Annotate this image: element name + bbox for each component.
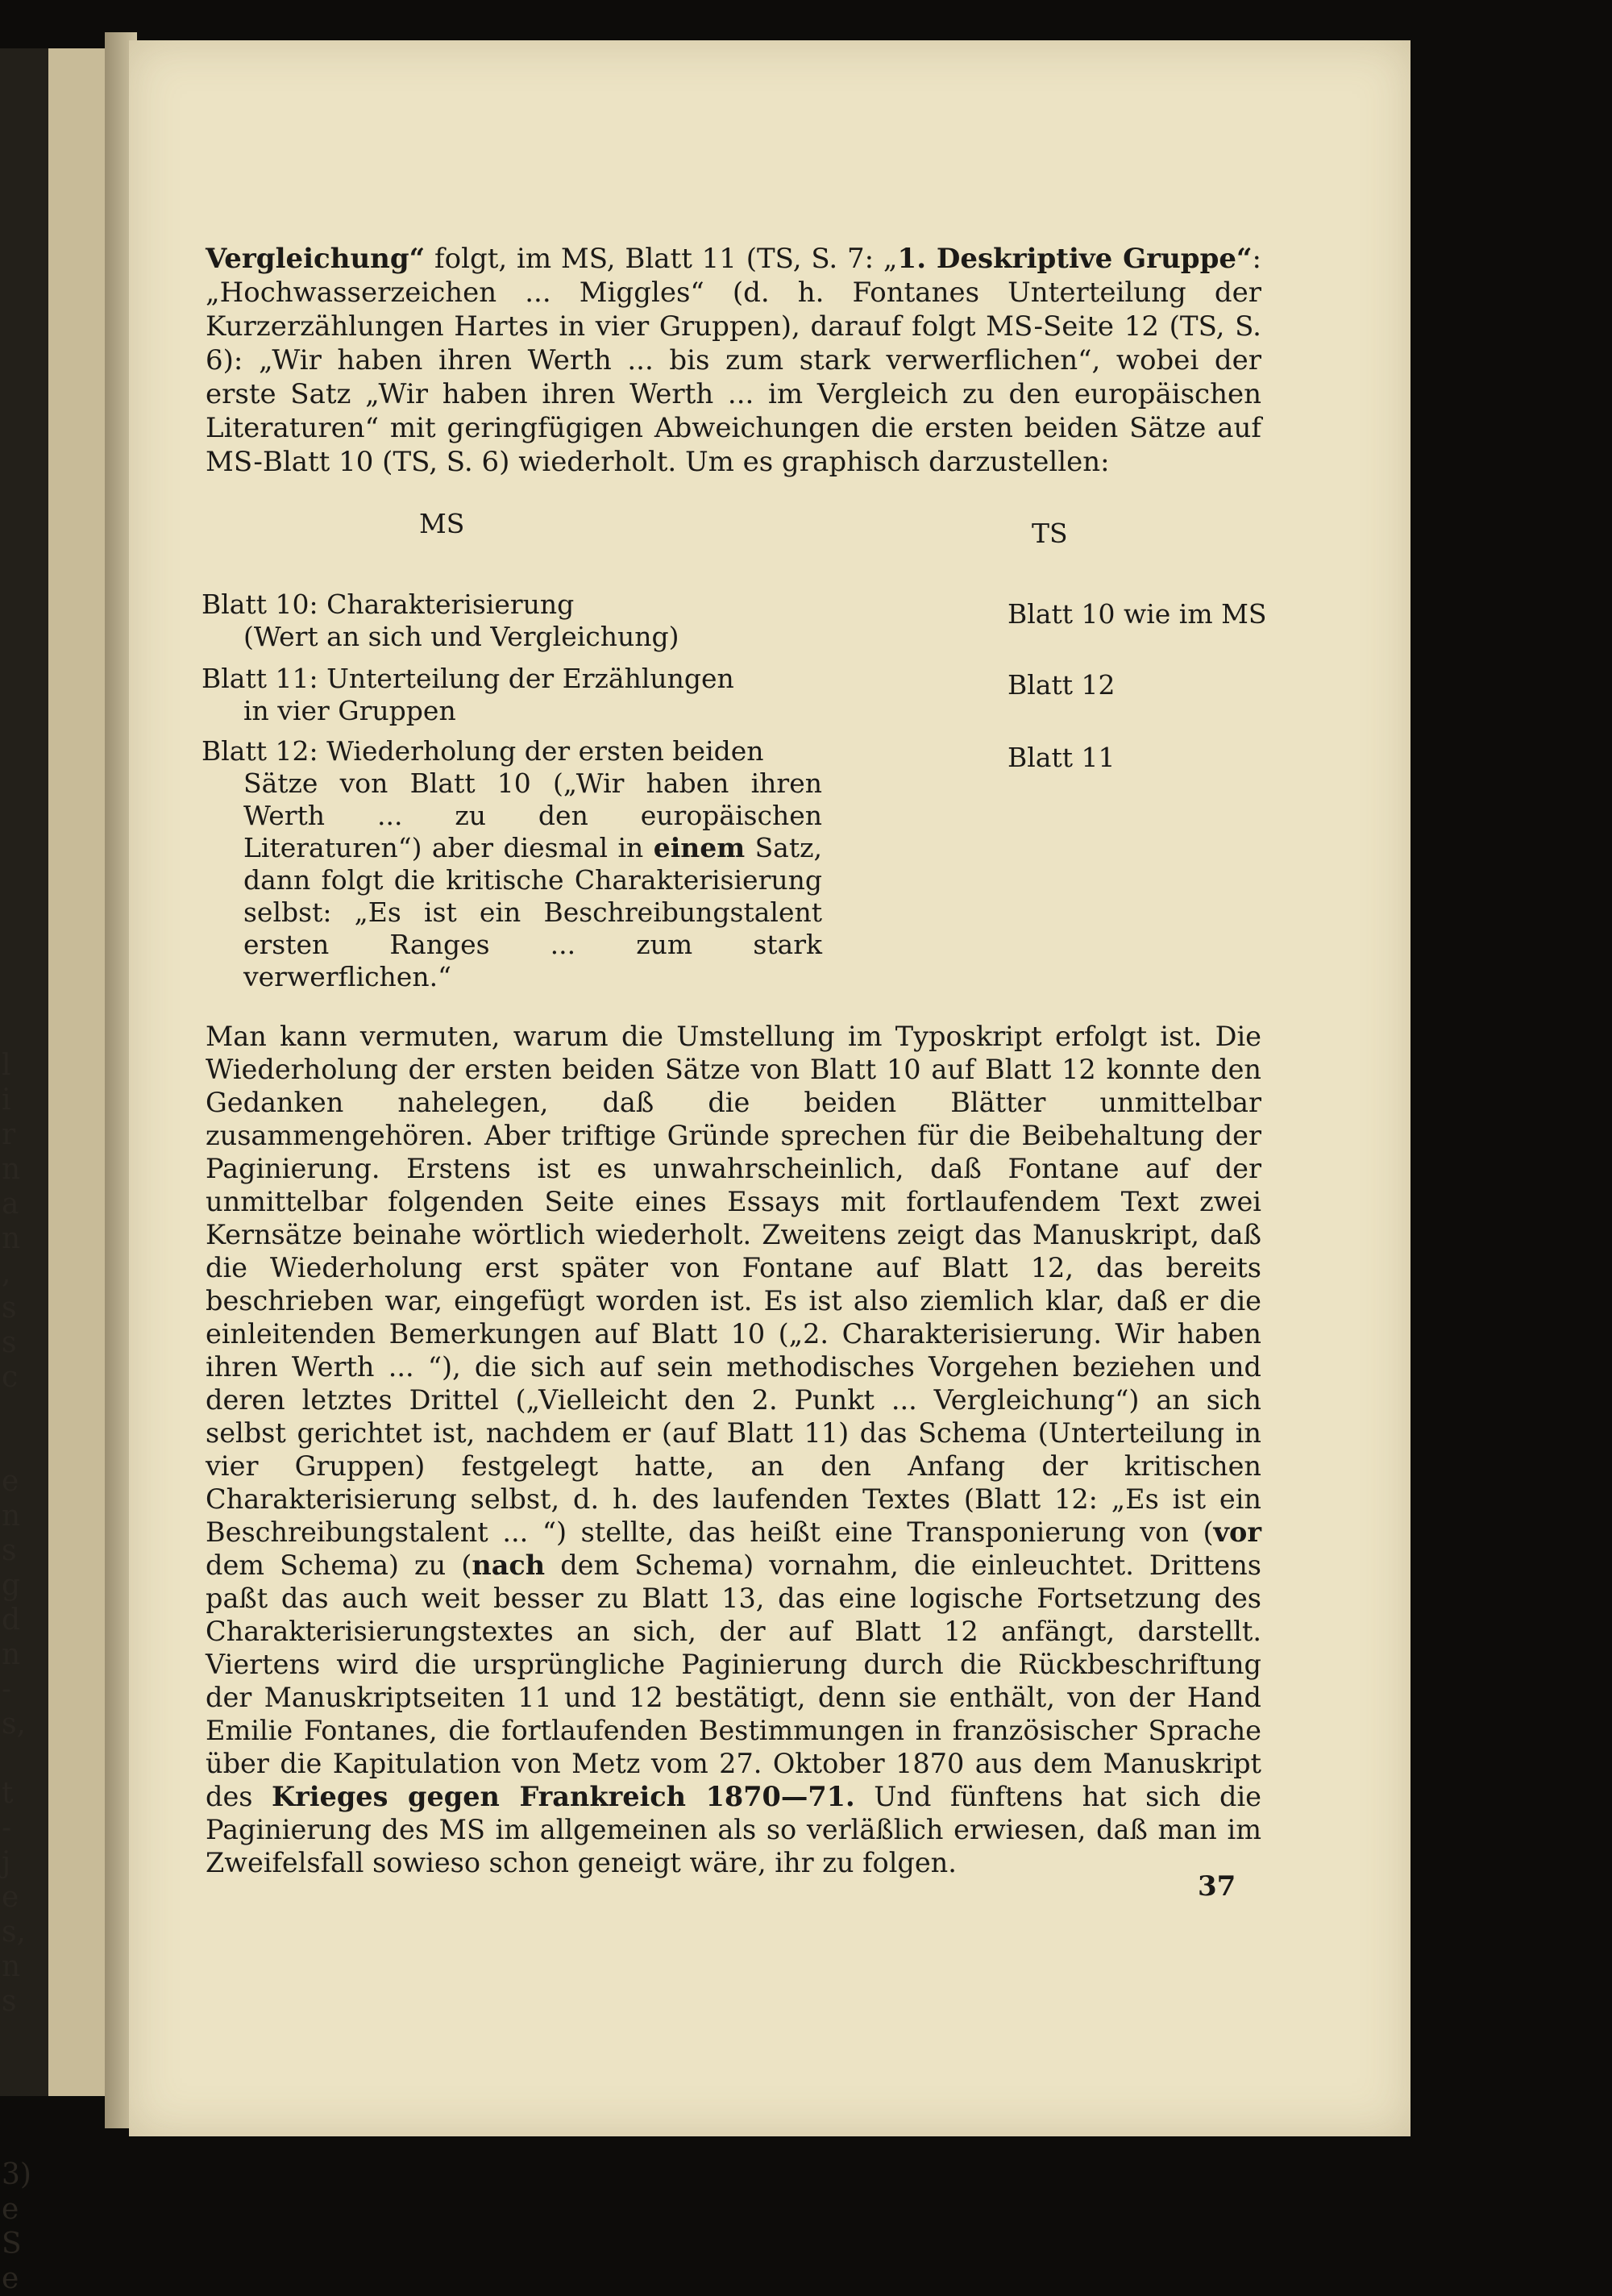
left-page-letter: a — [2, 1188, 19, 1221]
ts-column-heading: TS — [1032, 518, 1068, 549]
bold-book-title: Krieges gegen Frankreich 1870—71. — [272, 1781, 855, 1812]
left-page-letter: n — [2, 1222, 21, 1255]
paragraph-intro — [206, 242, 1261, 479]
ms-entry-first-line: Blatt 11: Unterteilung der Erzählungen — [202, 663, 734, 694]
ms-entry-continuation: (Wert an sich und Vergleichung) — [243, 621, 679, 652]
left-page-letter: c — [2, 1361, 19, 1394]
analysis-text-c: dem Schema) vornahm, die einleuchtet. Drittens paßt das auch weit besser zu Blatt 13, das eine logische Fortsetzung des Charakterisierungstextes an sich, der auf Blatt 12 anfängt, darstellt. Viertens wird die ursprüngliche Paginierung durch die Rückbeschriftung der Manuskriptseiten 11 und 12 bestätigt, denn sie enthält, von der Hand Emilie Fontanes, die fortlaufenden Bestimmungen in französischer Sprache über die Kapitulation von Metz vom 27. Oktober 1870 aus dem Manuskript des — [206, 1549, 1261, 1812]
ms-entry-blatt-12 — [202, 735, 822, 993]
left-page-letter: e — [2, 2262, 19, 2295]
left-page-letter: g — [2, 1569, 21, 1602]
scan-background-right — [1410, 0, 1612, 2161]
left-page-letter: s — [2, 1292, 17, 1325]
intro-text-c: : „Hochwasserzeichen ... Miggles“ (d. h. Fontanes Unterteilung der Kurzerzählungen Hartes in vier Gruppen), darauf folgt MS-Seite 12 (TS, S. 6): „Wir haben ihren Werth ... bis zum stark verwerflichen“, wobei der erste Satz „Wir haben ihren Werth ... im Vergleich zu den europäischen Literaturen“ mit geringfügigen Abweichungen die ersten beiden Sätze auf MS-Blatt 10 (TS, S. 6) wiederholt. Um es graphisch darzustellen: — [206, 243, 1261, 478]
left-page-letter — [2, 2123, 26, 2157]
left-page-letter: s — [2, 1534, 17, 1567]
page-number: 37 — [1198, 1870, 1236, 1903]
left-page-letter: i — [2, 1084, 11, 1117]
left-page-letter — [2, 2019, 26, 2053]
ms-entry-text: Sätze von Blatt 10 („Wir haben ihren Werth ... zu den europäischen Literaturen“) aber diesmal in — [243, 767, 822, 863]
left-page-letter: s — [2, 1985, 17, 2018]
bold-term-nach: nach — [472, 1549, 546, 1581]
left-page-letter: n — [2, 1153, 21, 1186]
ms-entry-continuation: in vier Gruppen — [243, 695, 456, 726]
ms-entry-first-line: Blatt 10: Charakterisierung — [202, 589, 575, 620]
left-page-letter: n — [2, 1950, 21, 1983]
left-page-letter — [2, 1395, 26, 1429]
ts-entry-3: Blatt 11 — [1008, 742, 1116, 773]
ts-entry-2: Blatt 12 — [1008, 669, 1116, 701]
left-page-letter: - — [2, 1673, 12, 1706]
left-page-letter — [2, 1429, 26, 1464]
left-page-letter: j — [2, 1846, 11, 1879]
left-page-letter — [2, 2088, 26, 2123]
left-page-letter: s, — [2, 1707, 26, 1741]
ms-entry-blatt-11 — [202, 663, 822, 727]
book-page — [129, 40, 1410, 2136]
left-page-letter: 3) — [2, 2158, 31, 2191]
ms-entry-continuation — [202, 767, 822, 993]
left-page-letter: s, — [2, 1915, 26, 1949]
left-page-letter — [2, 2053, 26, 2088]
paragraph-analysis — [206, 1020, 1261, 1879]
left-page-letter — [2, 1741, 26, 1776]
bold-term-vergleichung: Vergleichung“ — [206, 243, 426, 275]
left-page-letter: n — [2, 1638, 21, 1671]
ms-column-heading: MS — [419, 508, 465, 539]
left-page-letter: l — [2, 1049, 11, 1082]
left-page-letter: S — [2, 2227, 22, 2261]
left-page-letter: , — [2, 1257, 11, 1290]
ms-entry-blatt-10 — [202, 589, 822, 653]
left-page-letter: n — [2, 1499, 21, 1533]
ms-entry-first-line: Blatt 12: Wiederholung der ersten beiden — [202, 735, 764, 767]
left-page-letter: e — [2, 1465, 19, 1498]
analysis-text-a: Man kann vermuten, warum die Umstellung im Typoskript erfolgt ist. Die Wiederholung der ersten beiden Sätze von Blatt 10 auf Blatt 12 konnte den Gedanken nahelegen, daß die beiden Blätter unmittelbar zusammengehören. Aber triftige Gründe sprechen für die Beibehaltung der Paginierung. Erstens ist es unwahrscheinlich, daß Fontane auf der unmittelbar folgenden Seite eines Essays mit fortlaufendem Text zwei Kernsätze beinahe wörtlich wiederholt. Zweitens zeigt das Manuskript, daß die Wiederholung erst später von Fontane auf Blatt 12, das bereits beschrieben war, eingefügt worden ist. Es ist also ziemlich klar, daß er die einleitenden Bemerkungen auf Blatt 10 („2. Charakterisierung. Wir haben ihren Werth ... “), die sich auf sein methodisches Vorgehen beziehen und deren letztes Drittel („Vielleicht den 2. Punkt ... Vergleichung“) an sich selbst gerichtet ist, nachdem er (auf Blatt 11) das Schema (Unterteilung in vier Gruppen) festgelegt hatte, an den Anfang der kritischen Charakterisierung selbst, d. h. des laufenden Textes (Blatt 12: „Es ist ein Beschreibungstalent ... “) stellte, das heißt eine Transponierung von ( — [206, 1021, 1261, 1548]
ms-entry-text: Satz, dann folgt die kritische Charakterisierung selbst: „Es ist ein Beschreibungstalent ersten Ranges ... zum stark verwerflichen.“ — [243, 832, 822, 992]
bold-term-einem: einem — [653, 832, 746, 863]
analysis-text-b: dem Schema) zu ( — [206, 1549, 472, 1581]
left-page-letters — [2, 1048, 31, 2296]
left-page-letter: r — [2, 1118, 16, 1151]
left-page-letter: - — [2, 1811, 12, 1845]
ts-entry-1: Blatt 10 wie im MS — [1008, 598, 1267, 630]
comparison-schema — [202, 508, 1282, 1008]
bold-term-deskriptive-gruppe: 1. Deskriptive Gruppe“ — [897, 243, 1253, 275]
left-page-letter: e — [2, 2193, 19, 2226]
left-page-fragment — [0, 48, 117, 2295]
intro-text-a: folgt, im MS, Blatt 11 (TS, S. 7: „ — [425, 243, 898, 275]
analysis-text-d: Und fünftens hat sich die Paginierung des MS im allgemeinen als so verläßlich erwiesen, daß man im Zweifelsfall sowieso schon geneigt wäre, ihr zu folgen. — [206, 1781, 1261, 1878]
left-page-letter: e — [2, 1881, 19, 1914]
left-page-letter: t — [2, 1777, 14, 1810]
left-page-letter: s — [2, 1326, 17, 1359]
left-page-letter: d — [2, 1603, 21, 1637]
bold-term-vor: vor — [1213, 1516, 1261, 1548]
